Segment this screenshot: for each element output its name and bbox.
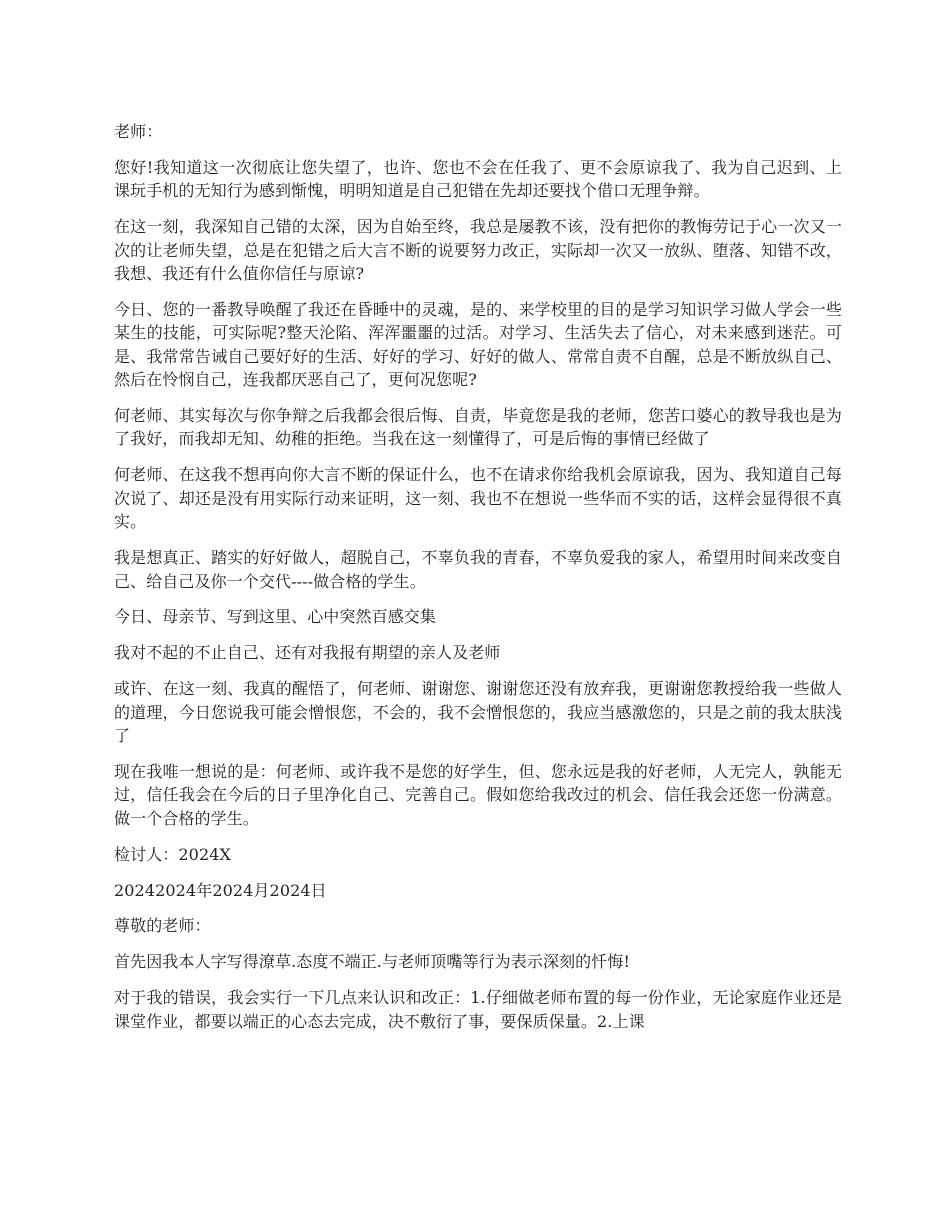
salutation: 老师：: [114, 122, 163, 141]
paragraph: 现在我唯一想说的是：何老师、或许我不是您的好学生，但、您永远是我的好老师，人无完人，孰能无过，信任我会在今后的日子里净化自己、完善自己。假如您给我改过的机会、信任我会还您一份满意。做一个合格的学生。: [114, 761, 842, 828]
paragraph: 或许、在这一刻、我真的醒悟了，何老师、谢谢您、谢谢您还没有放弃我，更谢谢您教授给我一些做人的道理，今日您说我可能会憎恨您，不会的，我不会憎恨您的，我应当感激您的，只是之前的我太肤浅了: [114, 679, 842, 746]
paragraph: 对于我的错误，我会实行一下几点来认识和改正：1.仔细做老师布置的每一份作业，无论家庭作业还是课堂作业，都要以端正的心态去完成，决不敷衍了事，要保质保量。2.上课: [114, 988, 842, 1031]
paragraph: 您好!我知道这一次彻底让您失望了，也许、您也不会在任我了、更不会原谅我了、我为自己迟到、上课玩手机的无知行为感到惭愧，明明知道是自己犯错在先却还要找个借口无理争辩。: [114, 157, 842, 201]
paragraph: 今日、母亲节、写到这里、心中突然百感交集: [114, 607, 437, 627]
paragraph: 今日、您的一番教导唤醒了我还在昏睡中的灵魂，是的、来学校里的目的是学习知识学习做人学会一些某生的技能，可实际呢?整天沦陷、浑浑噩噩的过活。对学习、生活失去了信心，对未来感到迷茫。可是、我常常告诫自己要好好的生活、好好的学习、好好的做人、常常自责不自醒，总是不断放纵自己、然后在怜悯自己，连我都厌恶自己了，更何况您呢?: [114, 299, 842, 390]
signature-line: 检讨人：2024X: [114, 844, 232, 864]
date-line: 20242024年2024月2024日: [114, 880, 327, 900]
document-page: [114, 120, 842, 1046]
paragraph: 何老师、在这我不想再向你大言不断的保证什么，也不在请求你给我机会原谅我，因为、我知道自己每次说了、却还是没有用实际行动来证明，这一刻、我也不在想说一些华而不实的话，这样会显得很不真实。: [114, 465, 842, 532]
paragraph: 何老师、其实每次与你争辩之后我都会很后悔、自责，毕竟您是我的老师，您苦口婆心的教导我也是为了我好，而我却无知、幼稚的拒绝。当我在这一刻懂得了，可是后悔的事情已经做了: [114, 406, 842, 449]
paragraph: 首先因我本人字写得潦草.态度不端正.与老师顶嘴等行为表示深刻的忏悔!: [114, 952, 631, 972]
paragraph: 我是想真正、踏实的好好做人，超脱自己，不辜负我的青春，不辜负爱我的家人，希望用时间来改变自己、给自己及你一个交代----做合格的学生。: [114, 548, 842, 591]
paragraph: 我对不起的不止自己、还有对我报有期望的亲人及老师: [114, 643, 501, 663]
salutation: 尊敬的老师：: [114, 916, 211, 936]
paragraph: 在这一刻，我深知自己错的太深，因为自始至终，我总是屡教不该，没有把你的教悔劳记于心一次又一次的让老师失望，总是在犯错之后大言不断的说要努力改正，实际却一次又一放纵、堕落、知错不改，我想、我还有什么值你信任与原谅?: [114, 217, 842, 284]
